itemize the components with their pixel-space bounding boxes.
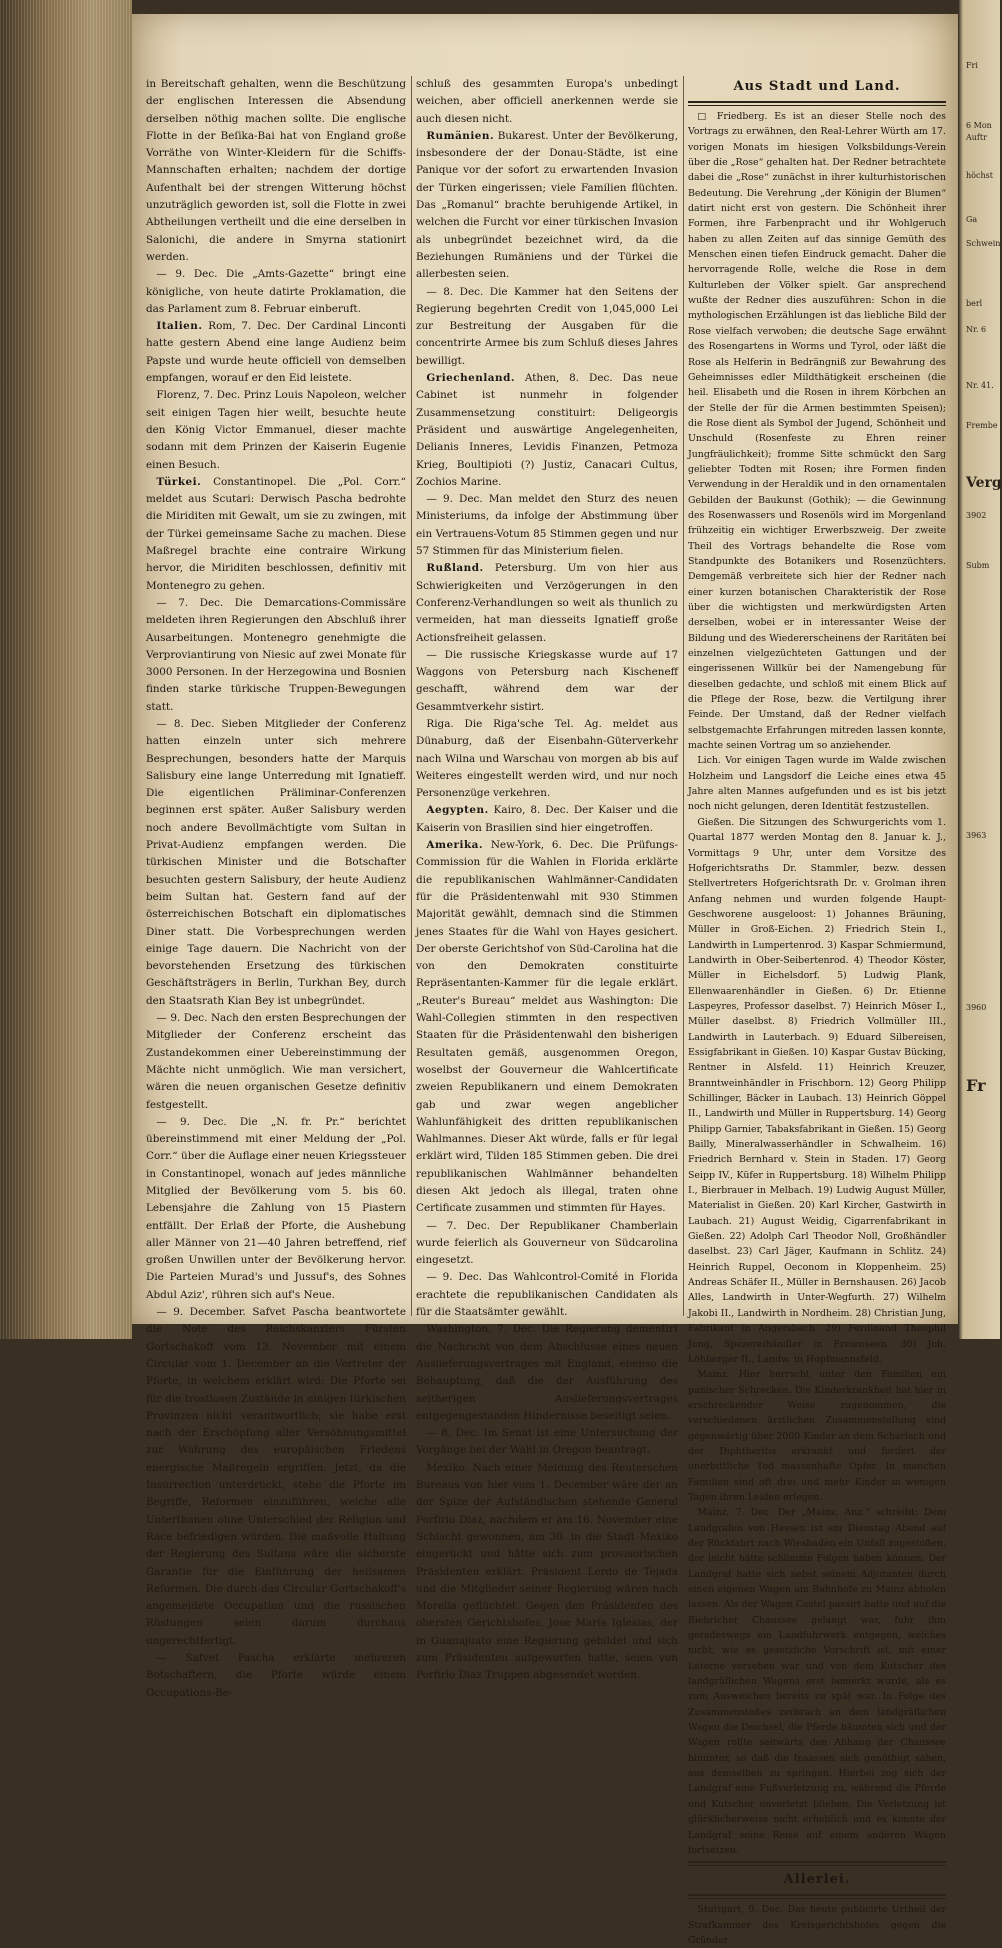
paragraph: Rußland. Petersburg. Um von hier aus Schwierigkeiten und Verzögerungen in den Conferenz-Verhandlungen so weit als thunlich zu vermeiden, hat man diesseits Ignatieff große Actionsfreiheit gelassen. — [416, 562, 678, 644]
paragraph: Mexiko. Nach einer Meldung des Reuterschen Bureaus von hier vom 1. December wäre der an der Spize der Aufständischen stehende General Porfirio Diaz, nachdem er am 16. November eine Schlacht gewonnen, am 30. in die Stadt Mexiko eingerückt und hätte sich zum provisorischen Präsidenten erklärt. Präsident Lerdo de Tejada und die Mitglieder seiner Regierung wären nach Morelia geflüchtet. Gegen den Präsidenten des obersten Gerichtshofes, Jose Maria Iglesias, der in Guanajuato eine Regierung gebildet und sich zum Präsidenten aufgeworfen hatte, seien von Porfirio Diaz Truppen abgesendet worden. — [416, 1461, 678, 1682]
paragraph: — 7. Dec. Der Republikaner Chamberlain wurde feierlich als Gouverneur von Südcarolina eingesetzt. — [416, 1219, 678, 1267]
facing-page-fragment: Fr — [966, 1076, 986, 1095]
paragraph: — 9. Dec. Nach den ersten Besprechungen der Mitglieder der Conferenz erscheint das Zustandekommen einer Uebereinstimmung der Mächte nicht unmöglich. Wie man versichert, wären die neuen organischen Gesetze definitiv festgestellt. — [146, 1012, 406, 1111]
paragraph: Mainz. Hier herrscht unter den Familien ein panischer Schrecken. Die Kinderkrankheit hat hier in erschreckender Weise zugenommen, die verschiedenen ärztlichen Zusammenstellung sind gegenwärtig über 2000 Kinder an dem Scharlach und der Diphtheritis erkrankt und fordert der unerbittliche Tod massenhafte Opfer. In manchen Familien sind oft drei und mehr Kinder in wenigen Tagen ihren Leiden erlegen. — [688, 1369, 946, 1503]
section-rule — [688, 101, 946, 106]
paragraph: — 8. Dec. Die Kammer hat den Seitens der Regierung begehrten Credit von 1,045,000 Lei zur Bestreitung der Ausgaben für die concentrirte Armee bis zum Schluß dieses Jahres bewilligt. — [416, 285, 678, 367]
column-3 — [688, 76, 946, 1946]
section-heading: Amerika. — [426, 839, 484, 852]
column-divider — [683, 76, 684, 1316]
facing-page-fragment: Fri — [966, 61, 978, 70]
paragraph: — Safvet Pascha erklärte mehreren Botschaftern, die Pforte würde einem Occupations-Be- — [146, 1652, 406, 1699]
paragraph: Aegypten. Kairo, 8. Dec. Der Kaiser und die Kaiserin von Brasilien sind hier eingetroffen. — [416, 804, 678, 834]
section-heading: Griechenland. — [426, 372, 515, 385]
paragraph: Rumänien. Bukarest. Unter der Bevölkerung, insbesondere der der Donau-Städte, ist eine Panique vor der sofort zu erwartenden Invasion der Türken eingerissen; viele Familien flüchten. Das „Romanul“ brachte beruhigende Artikel, in welchen die Furcht vor einer türkischen Invasion als unbegründet bezeichnet wird, da die Beziehungen Rumäniens und der Türkei die allerbesten seien. — [416, 129, 678, 281]
paragraph: — 8. Dec. Sieben Mitglieder der Conferenz hatten einzeln unter sich mehrere Besprechungen, besonders hatte der Marquis Salisbury eine lange Unterredung mit Ignatieff. Die eigentlichen Präliminar-Conferenzen beginnen erst später. Außer Salisbury werden noch andere Bevollmächtigte vom Sultan in Privat-Audienz empfangen werden. Die türkischen Minister und die Botschafter besuchten gestern Salisbury, der heute Audienz beim Sultan hat. Gestern fand auf der österreichischen Botschaft ein diplomatisches Diner statt. Die Vorbesprechungen werden einige Tage dauern. Die Nachricht von der bevorstehenden Ersetzung des türkischen Geschäftsträgers in Berlin, Turkhan Bey, durch den Staatsrath Kian Bey ist unbegründet. — [146, 717, 406, 1007]
section-heading: Rumänien. — [426, 129, 495, 142]
facing-page-fragment: 3902 — [966, 511, 987, 520]
paragraph: Mainz, 7. Dec. Der „Mainz. Anz.“ schreibt: Dem Landgrafen von Hessen ist am Dienstag Abend auf der Rückfahrt nach Wiesbaden ein Unfall zugestoßen, der leicht hätte schlimme Folgen haben können. Der Landgraf hatte sich nebst seinem Adjutanten durch einen eigenen Wagen am Bahnhofe zu Mainz abholen lassen. Als der Wagen Castel passirt hatte und auf die Biebricher Chaussee gelangt war, fuhr ihm geradeswegs ein Landfuhrwerk entgegen, welches nicht, wie es gesetzliche Vorschrift ist, mit einer Laterne versehen war und von dem Kutscher des landgräflichen Wagens erst bemerkt wurde, als es zum Ausweichen bereits zu spät war. In Folge des Zusammenstoßes zerbrach an dem landgräflichen Wagen die Deichsel, die Pferde bäumten sich und der Wagen rollte seitwärts den Abhang der Chaussee hinunter, so daß die Insassen sich genöthigt sahen, aus demselben zu springen. Hierbei zog sich der Landgraf eine Fußverletzung zu, während die Pferde und Kutscher unverletzt blieben. Die Verletzung ist glücklicherweise nicht erheblich und es konnte der Landgraf seine Reise auf einem anderen Wagen fortsetzen. — [688, 1507, 946, 1856]
paragraph: Italien. Rom, 7. Dec. Der Cardinal Linconti hatte gestern Abend eine lange Audienz beim Papste und wurde heute officiell von demselben empfangen, worauf er den Eid leistete. — [146, 320, 406, 385]
paragraph: Griechenland. Athen, 8. Dec. Das neue Cabinet ist nunmehr in folgender Zusammensetzung constituirt: Deligeorgis Präsident und auswärtige Angelegenheiten, Delianis Inneres, Levidis Finanzen, Petmoza Krieg, Boultipioti (?) Justiz, Canacari Cultus, Zochios Marine. — [416, 372, 678, 488]
paragraph: Washington, 7. Dec. Die Regierung dementirt die Nachricht von dem Abschlusse eines neuen Auslieferungsvertrages mit England, ebenso die Behauptung, daß die der Ausführung des seitherigen Auslieferungsvertrages entgegengestanden Hindernisse beseitigt seien. — [416, 1323, 678, 1422]
paragraph: □ Friedberg. Es ist an dieser Stelle noch des Vortrags zu erwähnen, den Real-Lehrer Würth am 17. vorigen Monats im hiesigen Volksbildungs-Verein über die „Rose“ gehalten hat. Der Redner betrachtete dabei die „Rose“ zunächst in ihrer kulturhistorischen Bedeutung. Die Verehrung „der Königin der Blumen“ datirt nicht erst von gestern. Die Schönheit ihrer Formen, ihre Farbenpracht und ihr Wohlgeruch haben zu allen Zeiten auf das sinnige Gemüth des Menschen einen tiefen Eindruck gemacht. Daher die hervorragende Rolle, welche die Rose in dem Kulturleben der Völker spielt. Gar ansprechend wußte der Redner dies auszuführen: Schon in die mythologischen Erzählungen ist das liebliche Bild der Rose vielfach verwoben; die deutsche Sage erwähnt des Rosengartens in Worms und Tyrol, oder läßt die Rose als Helferin in Bedrängniß zur Bewahrung des Geheimnisses edler Mildthätigkeit erscheinen (die heil. Elisabeth und die Rosen in ihrem Körbchen an der Stelle der für die Armen bestimmten Speisen); die Rose dient als Symbol der Jugend, Schönheit und Unschuld (Rosenfeste zu Ehren reiner Jungfräulichkeit); fromme Sitte schmückt den Sarg geliebter Todten mit Rosen; ihre Formen finden Verwendung in der Heraldik und in den ornamentalen Gebilden der Baukunst (Gothik); — die Gewinnung des Rosenwassers und Rosenöls wird im Morgenland frühzeitig ein wichtiger Erwerbszweig. Der zweite Theil des Vortrags behandelte die Rose vom Standpunkte des Botanikers und Rosenzüchters. Demgemäß verbreitete sich hier der Redner nach einer kurzen botanischen Charakteristik der Rose über die wichtigsten und merkwürdigsten Arten derselben, wobei er in interessanter Weise der Bildung und des Wiedererscheinens der Raritäten bei einzelnen vielgezüchteten Gattungen und der eingerissenen Willkür bei der Namengebung für dieselben gedachte, und schloß mit einem Blick auf die Pflege der Rose, bezw. die Vertilgung ihrer Feinde. Der Umstand, daß der Redner vielfach selbstgemachte Erfahrungen mitreden lassen konnte, machte seinen Vortrag um so anziehender. — [688, 111, 946, 752]
paragraph: — 9. Dec. Die „N. fr. Pr.“ berichtet übereinstimmend mit einer Meldung der „Pol. Corr.“ über die Auflage einer neuen Kriegssteuer in Constantinopel, wonach auf jedes männliche Mitglied der Bevölkerung vom 5. bis 60. Lebensjahre die Zahlung von 15 Piastern entfällt. Der Erlaß der Pforte, die Aushebung aller Männer von 21—40 Jahren betreffend, rief großen Unwillen unter der Bevölkerung hervor. Die Parteien Murad's und Jussuf's, des Sohnes Abdul Aziz', rühren sich auf's Neue. — [146, 1115, 406, 1301]
section-rule — [688, 1894, 946, 1899]
paragraph: Riga. Die Riga'sche Tel. Ag. meldet aus Dünaburg, daß der Eisenbahn-Güterverkehr nach Wilna und Warschau von morgen ab bis auf Weiteres eingestellt werden wird, und nur noch Personenzüge verkehren. — [416, 717, 678, 800]
paragraph: — 7. Dec. Die Demarcations-Commissäre meldeten ihren Regierungen den Abschluß ihrer Ausarbeitungen. Montenegro genehmigte die Verproviantirung von Niesic auf zwei Monate für 3000 Personen. In der Herzegowina und Bosnien finden starke türkische Truppen-Bewegungen statt. — [146, 596, 406, 713]
paragraph: Florenz, 7. Dec. Prinz Louis Napoleon, welcher seit einigen Tagen hier weilt, besuchte heute den König Victor Emmanuel, dieser machte sodann mit dem Prinzen der Kaiserin Eugenie einen Besuch. — [146, 389, 406, 471]
paragraph: — 9. December. Safvet Pascha beantwortete die Note des Reichskanzlers Fürsten Gortschakoff vom 13. November mit einem Circular vom 1. December an die Vertreter der Pforte, in welchem erklärt wird: Die Pforte sei für die trostlosen Zustände in einigen türkischen Provinzen nicht verantwortlich; sie habe erst nach der Erschöpfung aller Versöhnungsmittel zur Wahrung des europäischen Friedens energische Maßregeln ergriffen. Jetzt, da die Insurrection unterdrückt, stehe die Pforte im Begriffe, Reformen einzuführen, welche alle Unterthanen ohne Unterschied der Religion und Race befriedigen würden. Die maßvolle Haltung der Regierung des Sultans wäre die sicherste Garantie für die Einführung der heilsamen Reformen. Die durch das Circular Gortschakoff's angemeldete Occupation und die russischen Rüstungen seien darum durchaus ungerechtfertigt. — [146, 1306, 406, 1647]
book-spine — [0, 0, 132, 1339]
facing-page-fragment: Verg — [966, 475, 1002, 491]
paragraph: in Bereitschaft gehalten, wenn die Beschützung der englischen Interessen die Absendung derselben nöthig machen sollte. Die englische Flotte in der Beſika-Bai hat von England große Vorräthe von Winter-Kleidern für die Schiffs-Mannschaften erhalten; nachdem der dortige Aufenthalt bei der strengen Witterung höchst unzuträglich geworden ist, soll die Flotte in zwei Abtheilungen vertheilt und die eine derselben in Salonichi, die andere in Smyrna stationirt werden. — [146, 78, 406, 263]
paragraph: Lich. Vor einigen Tagen wurde im Walde zwischen Holzheim und Langsdorf die Leiche eines etwa 45 Jahre alten Mannes aufgefunden und es ist bis jetzt noch nicht gelungen, deren Identität festzustellen. — [688, 755, 946, 813]
facing-page-edge — [958, 0, 1000, 1339]
facing-page-fragment: berl — [966, 299, 983, 308]
section-title: Allerlei. — [783, 1872, 851, 1888]
newspaper-page — [132, 14, 958, 1946]
facing-page-fragment: Nr. 41. — [966, 381, 994, 390]
facing-page-fragment: Frembe — [966, 421, 998, 430]
section-heading: Aegypten. — [426, 804, 489, 817]
facing-page-fragment: höchst — [966, 171, 993, 180]
paragraph: Gießen. Die Sitzungen des Schwurgerichts vom 1. Quartal 1877 werden Montag den 8. Januar k. J., Vormittags 9 Uhr, unter dem Vorsitze des Hofgerichtsraths Dr. Stammler, bezw. dessen Stellvertreters Hofgerichtsrath Dr. v. Grolman ihren Anfang nehmen und wurden folgende Haupt-Geschworene ausgeloost: 1) Johannes Bräuning, Müller in Groß-Eichen. 2) Friedrich Stein I., Landwirth in Lumpertenrod. 3) Kaspar Schmiermund, Landwirth in Ober-Seibertenrod. 4) Theodor Köster, Müller in Eichelsdorf. 5) Ludwig Plank, Ellenwaarenhändler in Gießen. 6) Dr. Etienne Laspeyres, Professor daselbst. 7) Heinrich Möser I., Müller daselbst. 8) Friedrich Vollmüller III., Landwirth in Lauterbach. 9) Eduard Silbereisen, Essigfabrikant in Gießen. 10) Kaspar Gustav Bücking, Rentner in Alsfeld. 11) Heinrich Kreuzer, Branntweinhändler in Frischborn. 12) Georg Philipp Schillinger, Bäcker in Laubach. 13) Heinrich Göppel II., Landwirth und Müller in Ruppertsburg. 14) Georg Philipp Garnier, Tabaksfabrikant in Gießen. 15) Georg Bailly, Mineralwasserhändler in Schwalheim. 16) Friedrich Bernhard v. Stein in Staden. 17) Georg Seipp IV., Küfer in Ruppertsburg. 18) Wilhelm Philipp I., Bierbrauer in Melbach. 19) Ludwig August Müller, Materialist in Gießen. 20) Karl Kircher, Gastwirth in Laubach. 21) August Weidig, Cigarrenfabrikant in Gießen. 22) Adolph Carl Theodor Noll, Großhändler daselbst. 23) Carl Jäger, Kaufmann in Schlitz. 24) Heinrich Ruppel, Oeconom in Kloppenheim. 25) Andreas Schäfer II., Müller in Bernshausen. 26) Jacob Alles, Landwirth in Unter-Wegfurth. 27) Wilhelm Jakobi II., Landwirth in Nordheim. 28) Christian Jung, Fabrikant in Angersbach. 29) Ferdinand Theophil Jung, Spezereihändler in Freienseen. 30) Joh. Löhberger II., Landw. in Hopfmannsfeld. — [688, 816, 946, 1365]
column-1 — [146, 76, 406, 1699]
facing-page-fragment: Nr. 6 — [966, 325, 987, 334]
section-title: Aus Stadt und Land. — [733, 79, 901, 94]
section-rule — [688, 1861, 946, 1866]
paragraph: — 9. Dec. Man meldet den Sturz des neuen Ministeriums, da infolge der Abstimmung über ein Vertrauens-Votum 85 Stimmen gegen und nur 57 Stimmen für das Ministerium fielen. — [416, 493, 678, 558]
facing-page-fragment: Subm — [966, 561, 990, 570]
column-2 — [416, 76, 678, 1682]
paragraph: — 9. Dec. Die „Amts-Gazette“ bringt eine königliche, von heute datirte Proklamation, die das Parlament zum 8. Februar einberuft. — [146, 268, 406, 315]
facing-page-fragment: 6 Mon — [966, 121, 992, 130]
paragraph: — 9. Dec. Das Wahlcontrol-Comité in Florida erachtete die republikanischen Candidaten als für die Staatsämter gewählt. — [416, 1271, 678, 1319]
facing-page-fragment: Schwein — [966, 239, 1001, 248]
paragraph: schluß des gesammten Europa's unbedingt weichen, aber officiell anerkennen werde sie auch diesen nicht. — [416, 78, 678, 125]
paragraph: Stuttgart, 9. Dec. Das heute publicirte Urtheil der Strafkammer des Kreisgerichtshofes gegen die Gründer — [688, 1904, 946, 1946]
paragraph: — 8. Dec. Im Senat ist eine Untersuchung der Vorgänge bei der Wahl in Oregon beantragt. — [416, 1427, 678, 1457]
column-divider — [411, 76, 412, 1316]
section-heading: Türkei. — [156, 475, 202, 488]
facing-page-fragment: Ga — [966, 215, 978, 224]
section-heading: Rußland. — [426, 562, 484, 575]
facing-page-fragment: 3960 — [966, 1003, 987, 1012]
paragraph: Amerika. New-York, 6. Dec. Die Prüfungs-Commission für die Wahlen in Florida erklärte die republikanischen Wahlmänner-Candidaten für die Präsidentenwahl mit 930 Stimmen Majorität gewählt, demnach sind die Stimmen jenes Staates für die Wahl von Hayes gesichert. Der oberste Gerichtshof von Süd-Carolina hat die von den Demokraten constituirte Repräsentanten-Kammer für die legale erklärt. „Reuter's Bureau“ meldet aus Washington: Die Wahl-Collegien stimmten in den respectiven Staaten für die Präsidentenwahl den bisherigen Resultaten gemäß, ausgenommen Oregon, woselbst der Gouverneur die Wahlcertificate zweien Republikanern und einem Demokraten gab und zwar wegen angeblicher Wahlunfähigkeit des dritten republikanischen Wahlmannes. Dieser Akt würde, falls er für legal erklärt wird, Tilden 185 Stimmen geben. Die drei republikanischen Wahlmänner behandelten diesen Akt jedoch als illegal, traten ohne Certificate zusammen und stimmten für Hayes. — [416, 839, 678, 1215]
facing-page-fragment: Auftr — [966, 133, 987, 142]
facing-page-fragment: 3963 — [966, 831, 987, 840]
paragraph: — Die russische Kriegskasse wurde auf 17 Waggons von Petersburg nach Kischeneff geschafft, während dem war der Gesammtverkehr sistirt. — [416, 648, 678, 713]
paragraph: Türkei. Constantinopel. Die „Pol. Corr.“ meldet aus Scutari: Derwisch Pascha bedrohte die Miriditen mit Gewalt, um sie zu zwingen, mit der Türkei gemeinsame Sache zu machen. Diese Maßregel brachte eine contraire Wirkung hervor, die Miriditen beschlossen, definitiv mit Montenegro zu gehen. — [146, 475, 406, 592]
section-heading: Italien. — [156, 320, 203, 333]
